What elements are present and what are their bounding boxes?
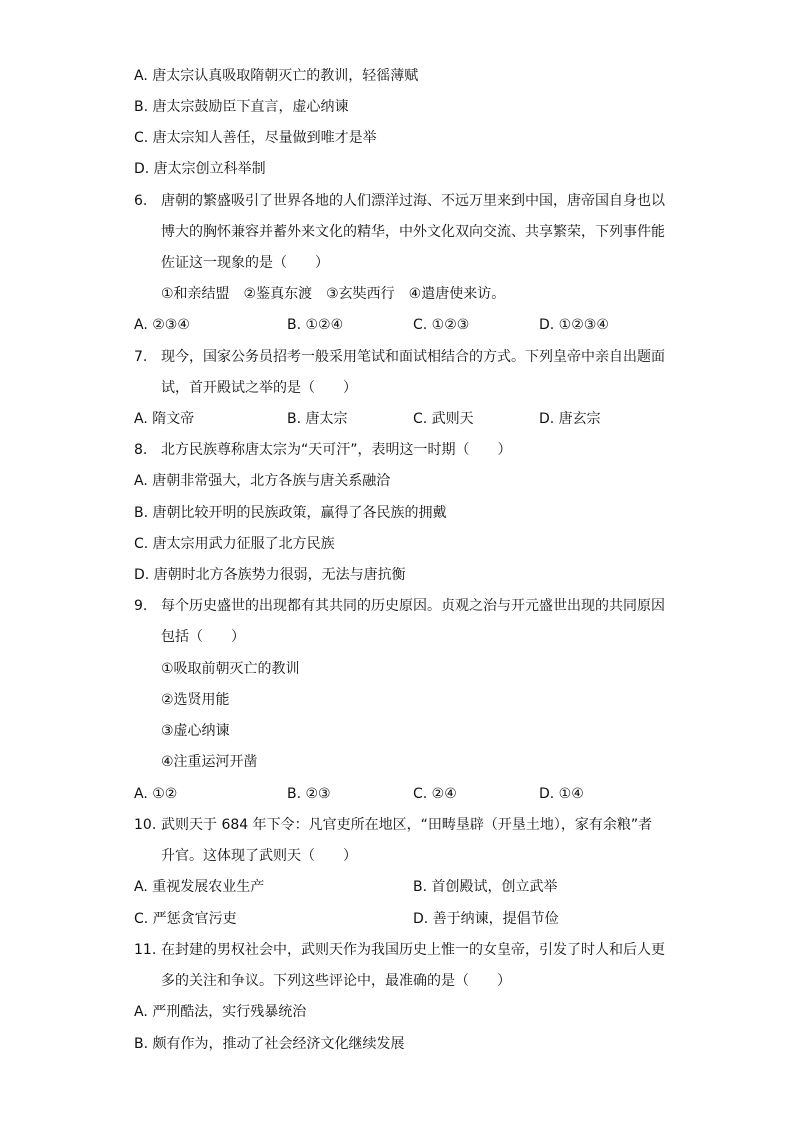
- q7-option-c: C. 武则天: [413, 411, 474, 427]
- q9-options: [0, 784, 794, 804]
- q10-stem-line2: 升官。这体现了武则天（ ）: [161, 848, 357, 864]
- q10-option-d: D. 善于纳谏，提倡节俭: [413, 911, 559, 927]
- q7-stem-line1: 现今，国家公务员招考一般采用笔试和面试相结合的方式。下列皇帝中亲自出题面: [161, 349, 665, 365]
- q10-option-c: C. 严惩贪官污吏: [134, 911, 237, 927]
- q7-option-d: D. 唐玄宗: [539, 411, 601, 427]
- q5-option-a: A. 唐太宗认真吸取隋朝灭亡的教训，轻徭薄赋: [134, 68, 419, 84]
- q6-stem-line3: 佐证这一现象的是（ ）: [161, 255, 329, 271]
- q9-item-3: ③虚心纳谏: [161, 723, 230, 739]
- q9-number: 9.: [134, 598, 148, 614]
- q6-options: [0, 315, 794, 335]
- q7-number: 7.: [134, 349, 148, 365]
- q10-stem-line1: 武则天于 684 年下令：凡官吏所在地区，“田畴垦辟（开垦土地），家有余粮”者: [161, 817, 653, 833]
- q8-option-b: B. 唐朝比较开明的民族政策，赢得了各民族的拥戴: [134, 505, 447, 521]
- q8-stem-line1: 北方民族尊称唐太宗为“天可汗”，表明这一时期（ ）: [161, 442, 512, 458]
- q9-option-d: D. ①④: [539, 786, 584, 802]
- q9-item-2: ②选贤用能: [161, 692, 230, 708]
- q10-option-b: B. 首创殿试，创立武举: [413, 879, 558, 895]
- q11-number: 11.: [134, 942, 157, 958]
- q9-option-b: B. ②③: [287, 786, 331, 802]
- q10-number: 10.: [134, 817, 157, 833]
- q6-number: 6.: [134, 193, 148, 209]
- q6-option-d: D. ①②③④: [539, 317, 609, 333]
- q6-stem-line2: 博大的胸怀兼容并蓄外来文化的精华，中外文化双向交流、共享繁荣，下列事件能: [161, 224, 665, 240]
- q6-option-c: C. ①②③: [413, 317, 470, 333]
- q11-option-b: B. 颇有作为，推动了社会经济文化继续发展: [134, 1036, 405, 1052]
- q8-number: 8.: [134, 442, 148, 458]
- q8-option-c: C. 唐太宗用武力征服了北方民族: [134, 536, 335, 552]
- q7-options: [0, 409, 794, 429]
- q9-option-a: A. ①②: [134, 786, 178, 802]
- q5-option-c: C. 唐太宗知人善任，尽量做到唯才是举: [134, 130, 377, 146]
- q6-stem-line1: 唐朝的繁盛吸引了世界各地的人们漂洋过海、不远万里来到中国，唐帝国自身也以: [161, 193, 665, 209]
- q11-stem-line1: 在封建的男权社会中，武则天作为我国历史上惟一的女皇帝，引发了时人和后人更: [161, 942, 665, 958]
- q6-option-b: B. ①②④: [287, 317, 344, 333]
- q5-option-b: B. 唐太宗鼓励臣下直言，虚心纳谏: [134, 99, 349, 115]
- q8-option-d: D. 唐朝时北方各族势力很弱，无法与唐抗衡: [134, 567, 406, 583]
- q7-option-a: A. 隋文帝: [134, 411, 195, 427]
- q9-stem-line2: 包括（ ）: [161, 629, 245, 645]
- q7-option-b: B. 唐太宗: [287, 411, 348, 427]
- q10-option-a: A. 重视发展农业生产: [134, 879, 265, 895]
- q5-option-d: D. 唐太宗创立科举制: [134, 161, 266, 177]
- q9-stem-line1: 每个历史盛世的出现都有其共同的历史原因。贞观之治与开元盛世出现的共同原因: [161, 598, 665, 614]
- q9-item-4: ④注重运河开凿: [161, 754, 258, 770]
- q9-item-1: ①吸取前朝灭亡的教训: [161, 661, 300, 677]
- q6-option-a: A. ②③④: [134, 317, 190, 333]
- q11-option-a: A. 严刑酷法，实行残暴统治: [134, 1004, 307, 1020]
- q11-stem-line2: 多的关注和争议。下列这些评论中，最准确的是（ ）: [161, 973, 511, 989]
- q7-stem-line2: 试，首开殿试之举的是（ ）: [161, 380, 357, 396]
- q9-option-c: C. ②④: [413, 786, 457, 802]
- q8-option-a: A. 唐朝非常强大，北方各族与唐关系融洽: [134, 473, 391, 489]
- q6-items: ①和亲结盟 ②鉴真东渡 ③玄奘西行 ④遣唐使来访。: [161, 286, 506, 302]
